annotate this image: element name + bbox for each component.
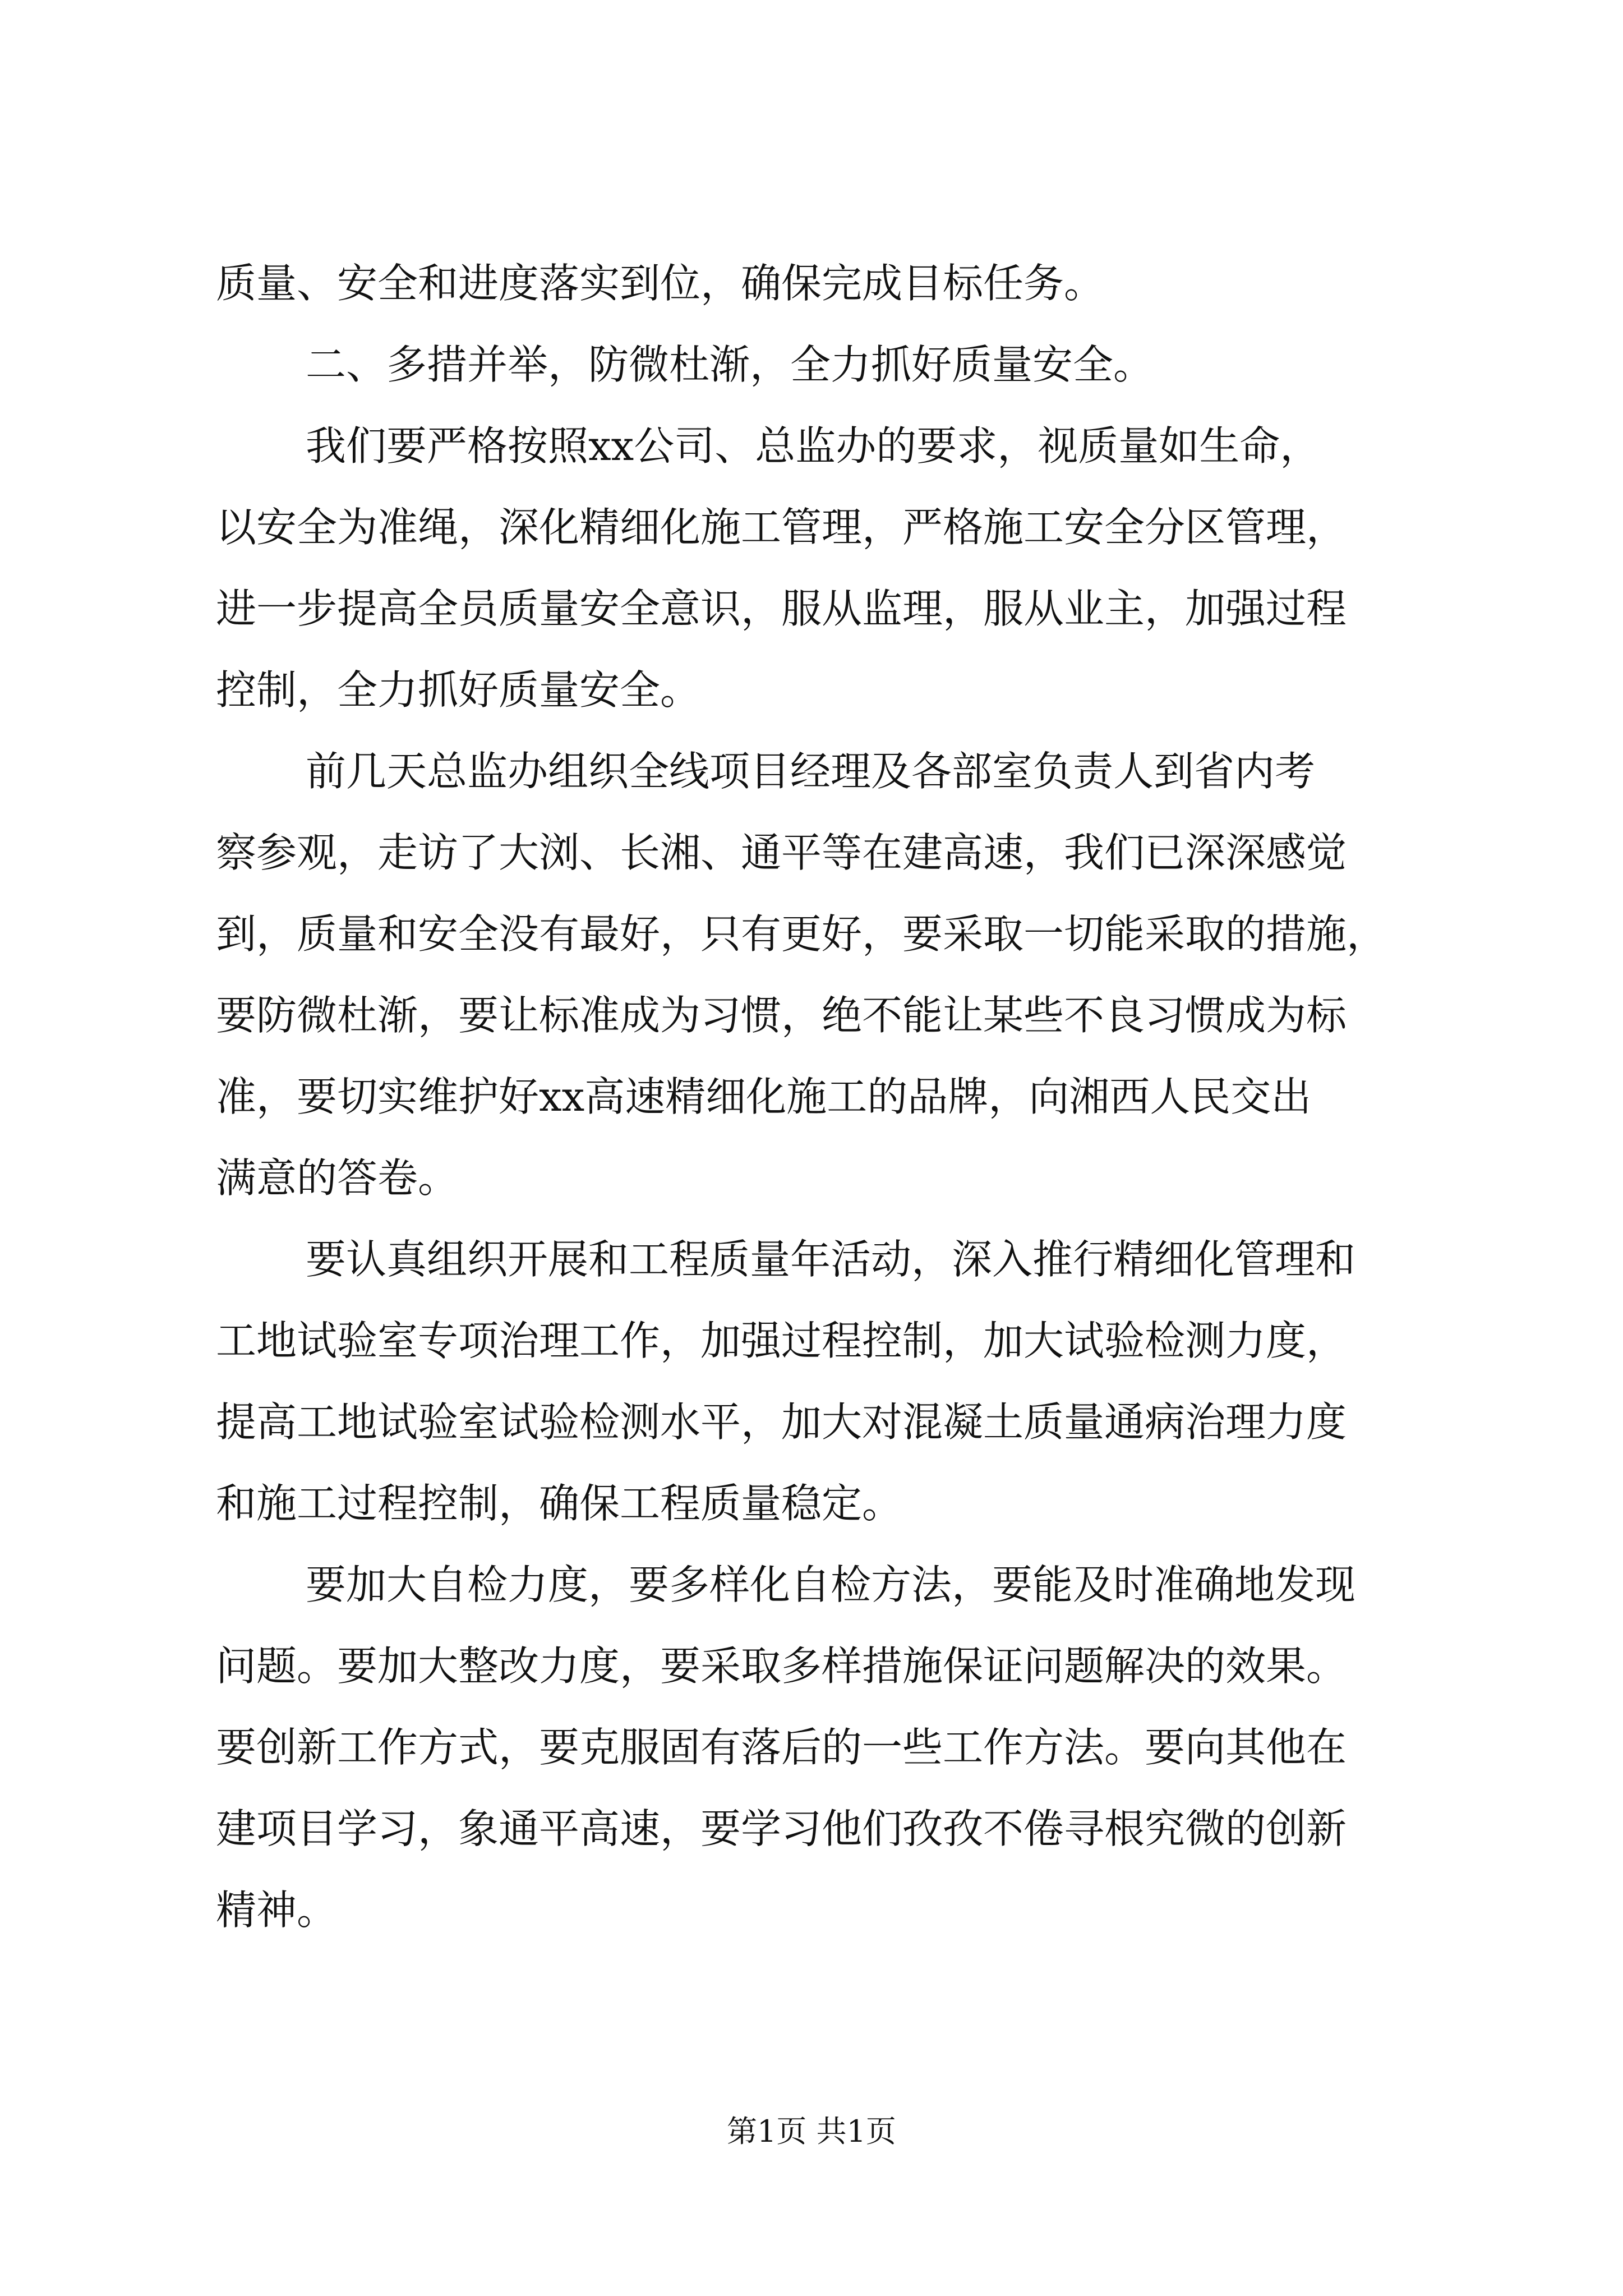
section-heading: 二、多措并举，防微杜渐，全力抓好质量安全。 <box>306 341 1154 388</box>
paragraph-line: 工地试验室专项治理工作，加强过程控制，加大试验检测力度， <box>216 1317 1347 1364</box>
paragraph-line: 察参观，走访了大浏、长湘、通平等在建高速，我们已深深感觉 <box>216 829 1347 876</box>
paragraph-line: 准，要切实维护好xx高速精细化施工的品牌，向湘西人民交出 <box>216 1073 1312 1120</box>
paragraph-line: 以安全为准绳，深化精细化施工管理，严格施工安全分区管理， <box>216 504 1347 551</box>
paragraph-line: 前几天总监办组织全线项目经理及各部室负责人到省内考 <box>306 748 1316 795</box>
paragraph-line: 到，质量和安全没有最好，只有更好，要采取一切能采取的措施， <box>216 910 1387 958</box>
paragraph-line: 要防微杜渐，要让标准成为习惯，绝不能让某些不良习惯成为标 <box>216 992 1347 1039</box>
paragraph-line: 要认真组织开展和工程质量年活动，深入推行精细化管理和 <box>306 1236 1356 1283</box>
paragraph-line: 要创新工作方式，要克服固有落后的一些工作方法。要向其他在 <box>216 1724 1347 1771</box>
paragraph-line: 我们要严格按照xx公司、总监办的要求，视质量如生命， <box>306 422 1321 470</box>
paragraph-line: 精神。 <box>216 1887 338 1934</box>
paragraph-line: 进一步提高全员质量安全意识，服从监理，服从业主，加强过程 <box>216 585 1347 632</box>
paragraph-line: 要加大自检力度，要多样化自检方法，要能及时准确地发现 <box>306 1561 1356 1608</box>
page-footer: 第1页 共1页 <box>727 2114 896 2149</box>
paragraph-line: 建项目学习，象通平高速，要学习他们孜孜不倦寻根究微的创新 <box>216 1805 1347 1852</box>
body-line: 质量、安全和进度落实到位，确保完成目标任务。 <box>216 260 1105 307</box>
paragraph-line: 和施工过程控制，确保工程质量稳定。 <box>216 1480 903 1527</box>
paragraph-line: 问题。要加大整改力度，要采取多样措施保证问题解决的效果。 <box>216 1642 1347 1690</box>
paragraph-line: 提高工地试验室试验检测水平，加大对混凝土质量通病治理力度 <box>216 1398 1347 1446</box>
paragraph-line: 控制，全力抓好质量安全。 <box>216 666 701 714</box>
paragraph-line: 满意的答卷。 <box>216 1154 459 1202</box>
